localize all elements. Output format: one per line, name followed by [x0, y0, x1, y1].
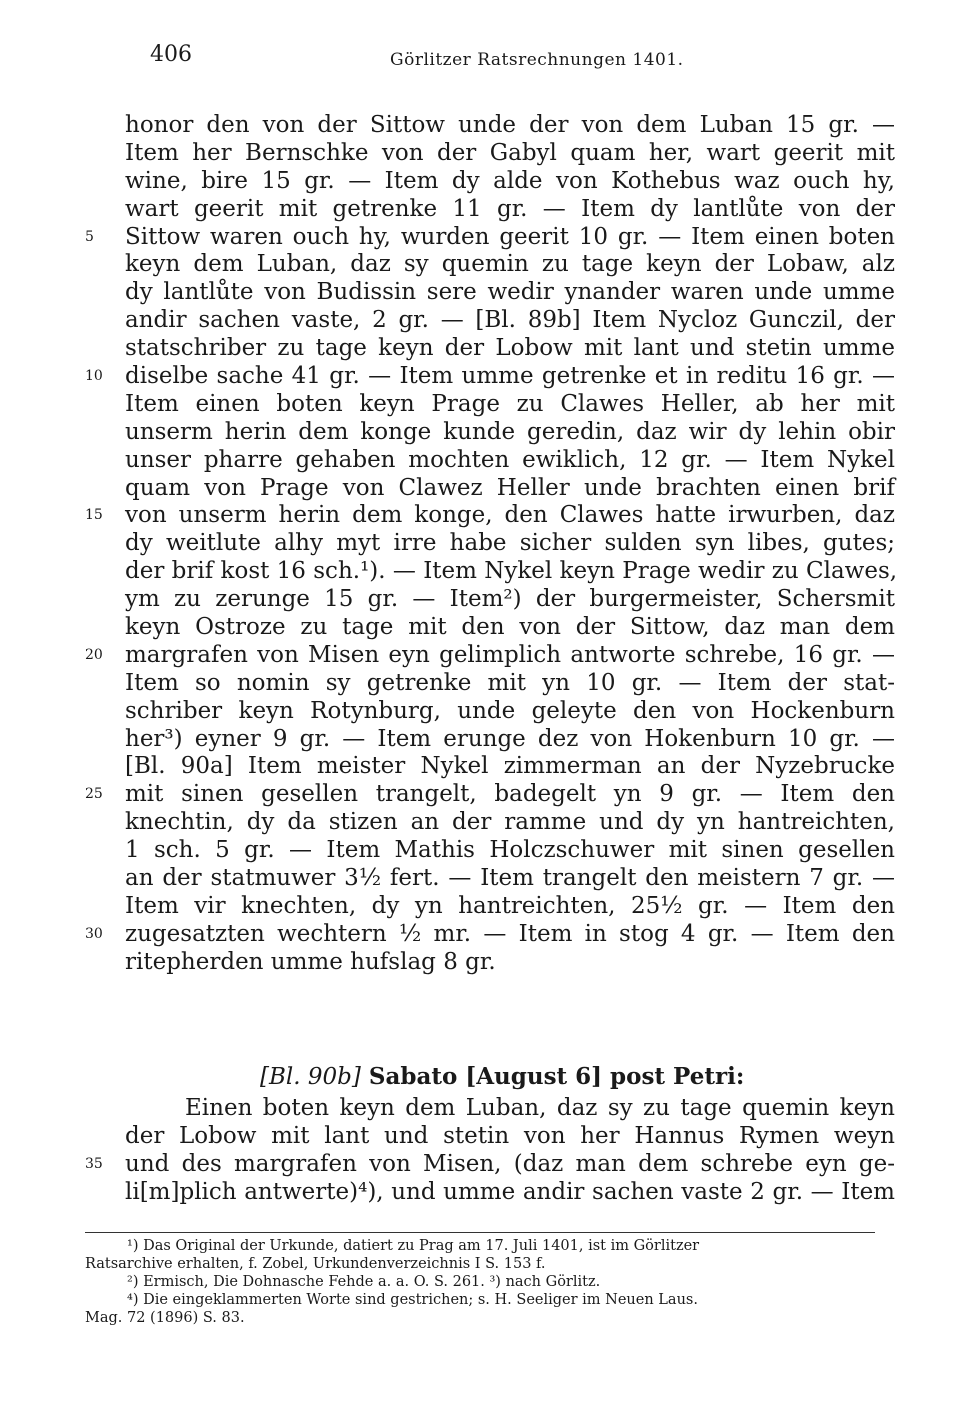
text-line — [125, 809, 895, 837]
text-line — [125, 447, 895, 475]
text-line — [125, 530, 895, 558]
text-line — [85, 641, 895, 670]
line-text: der Lobow mit lant und stetin von her Hannus Rymen weyn — [125, 1122, 895, 1149]
line-text: Item so nomin sy getrenke mit yn 10 gr. — Item der stat- — [125, 669, 895, 696]
text-line — [125, 307, 895, 335]
text-line — [125, 614, 895, 642]
footnote-line: ¹) Das Original der Urkunde, datiert zu Prag am 17. Juli 1401, ist im Görlitzer — [127, 1238, 700, 1254]
line-text: knechtin, dy da stizen an der ramme und dy yn hantreichten, — [125, 809, 895, 836]
line-text: diselbe sache 41 gr. — Item umme getrenke et in reditu 16 gr. — — [125, 363, 895, 390]
line-text: Sittow waren ouch hy, wurden geerit 10 gr. — Item einen boten — [125, 223, 895, 250]
line-text: von unserm herin dem konge, den Clawes hatte irwurben, daz — [125, 502, 895, 529]
text-line — [125, 1179, 895, 1207]
text-line — [125, 279, 895, 307]
text-line — [85, 363, 895, 391]
text-line — [125, 893, 895, 921]
line-text: unserm herin dem konge kunde geredin, daz wir dy lehin obir — [125, 418, 895, 445]
line-number: 25 — [85, 786, 103, 803]
line-number: 5 — [85, 228, 94, 245]
text-line — [85, 223, 895, 252]
text-line — [125, 168, 895, 196]
line-text: mit sinen gesellen trangelt, badegelt yn 9 gr. — Item den — [125, 781, 895, 808]
section-title: Sabato [August 6] post Petri: — [368, 1063, 745, 1090]
section-text-block — [85, 1095, 895, 1207]
text-line — [125, 698, 895, 726]
main-text-block — [85, 112, 898, 977]
text-line — [85, 781, 895, 809]
line-number: 30 — [85, 925, 103, 942]
text-line — [125, 865, 895, 893]
text-line — [125, 335, 895, 363]
footnote-line: ⁴) Die eingeklammerten Worte sind gestrichen; s. H. Seeliger im Neuen Laus. — [127, 1292, 698, 1308]
page-number: 406 — [150, 42, 192, 67]
line-text: unser pharre gehaben mochten ewiklich, 12 gr. — Item Nykel — [125, 446, 895, 473]
line-text: Einen boten keyn dem Luban, daz sy zu tage quemin keyn — [185, 1095, 895, 1121]
text-line — [125, 586, 895, 614]
section-heading — [260, 1063, 744, 1090]
running-title: Görlitzer Ratsrechnungen 1401. — [390, 50, 684, 70]
line-text: statschriber zu tage keyn der Lobow mit lant und stetin umme — [125, 335, 895, 362]
text-line — [125, 1123, 895, 1151]
line-text: der brif kost 16 sch.¹). — Item Nykel keyn Prage wedir zu Clawes, — [125, 558, 898, 585]
line-text: schriber keyn Rotynburg, unde geleyte den von Hockenburn — [125, 697, 895, 724]
text-line — [125, 419, 895, 447]
line-text: quam von Prage von Clawez Heller unde brachten einen brif — [125, 474, 895, 501]
text-line — [125, 837, 895, 865]
text-line — [85, 502, 895, 530]
line-text: an der statmuwer 3½ fert. — Item trangelt den meistern 7 gr. — — [125, 865, 895, 892]
footnote-line: Mag. 72 (1896) S. 83. — [85, 1310, 245, 1326]
line-text: honor den von der Sittow unde der von dem Luban 15 gr. — — [125, 112, 895, 138]
text-line — [85, 1150, 895, 1179]
line-text: [Bl. 90a] Item meister Nykel zimmerman an der Nyzebrucke — [125, 753, 895, 780]
line-text: wine, bire 15 gr. — Item dy alde von Kothebus waz ouch hy, — [125, 167, 895, 194]
line-number: 20 — [85, 646, 103, 663]
line-text: keyn Ostroze zu tage mit den von der Sittow, daz man dem — [125, 614, 895, 641]
line-text: ritepherden umme hufslag 8 gr. — [125, 948, 496, 975]
text-line — [125, 949, 895, 977]
footnotes — [85, 1232, 875, 1327]
line-number: 15 — [85, 507, 103, 524]
line-text: her³) eyner 9 gr. — Item erunge dez von Hokenburn 10 gr. — — [125, 725, 895, 752]
line-text: wart geerit mit getrenke 11 gr. — Item dy lantlůte von der — [125, 195, 895, 222]
line-number: 35 — [85, 1155, 103, 1172]
text-line — [125, 558, 898, 586]
line-text: andir sachen vaste, 2 gr. — [Bl. 89b] Item Nycloz Gunczil, der — [125, 307, 895, 334]
line-text: ym zu zerunge 15 gr. — Item²) der burgermeister, Schersmit — [125, 586, 895, 613]
line-text: 1 sch. 5 gr. — Item Mathis Holczschuwer mit sinen gesellen — [125, 837, 895, 864]
line-text: zugesatzten wechtern ½ mr. — Item in stog 4 gr. — Item den — [125, 920, 895, 947]
line-text: Item her Bernschke von der Gabyl quam her, wart geerit mit — [125, 139, 895, 166]
line-text: li[m]plich antwerte)⁴), und umme andir sachen vaste 2 gr. — Item — [125, 1178, 895, 1205]
text-line — [125, 670, 895, 698]
text-line — [125, 726, 895, 754]
text-line — [125, 251, 895, 279]
line-text: margrafen von Misen eyn gelimplich antworte schrebe, 16 gr. — — [125, 641, 895, 668]
text-line — [125, 1095, 895, 1123]
text-line — [125, 140, 895, 168]
folio-reference: [Bl. 90b] — [260, 1064, 361, 1090]
text-line — [125, 196, 895, 224]
text-line — [125, 475, 895, 503]
text-line — [85, 920, 895, 949]
text-line — [125, 112, 895, 140]
text-line — [125, 753, 895, 781]
footnote-line: ²) Ermisch, Die Dohnasche Fehde a. a. O. S. 261. ³) nach Görlitz. — [127, 1274, 601, 1290]
line-text: und des margrafen von Misen, (daz man dem schrebe eyn ge- — [125, 1150, 895, 1177]
line-number: 10 — [85, 368, 103, 385]
text-line — [125, 391, 895, 419]
line-text: dy weitlute alhy myt irre habe sicher sulden syn libes, gutes; — [125, 530, 895, 557]
line-text: Item vir knechten, dy yn hantreichten, 25½ gr. — Item den — [125, 892, 895, 919]
line-text: dy lantlůte von Budissin sere wedir ynander waren unde umme — [125, 279, 895, 306]
page-header — [150, 42, 890, 82]
line-text: keyn dem Luban, daz sy quemin zu tage keyn der Lobaw, alz — [125, 251, 895, 278]
footnote-line: Ratsarchive erhalten, f. Zobel, Urkundenverzeichnis I S. 153 f. — [85, 1256, 546, 1272]
line-text: Item einen boten keyn Prage zu Clawes Heller, ab her mit — [125, 390, 895, 417]
